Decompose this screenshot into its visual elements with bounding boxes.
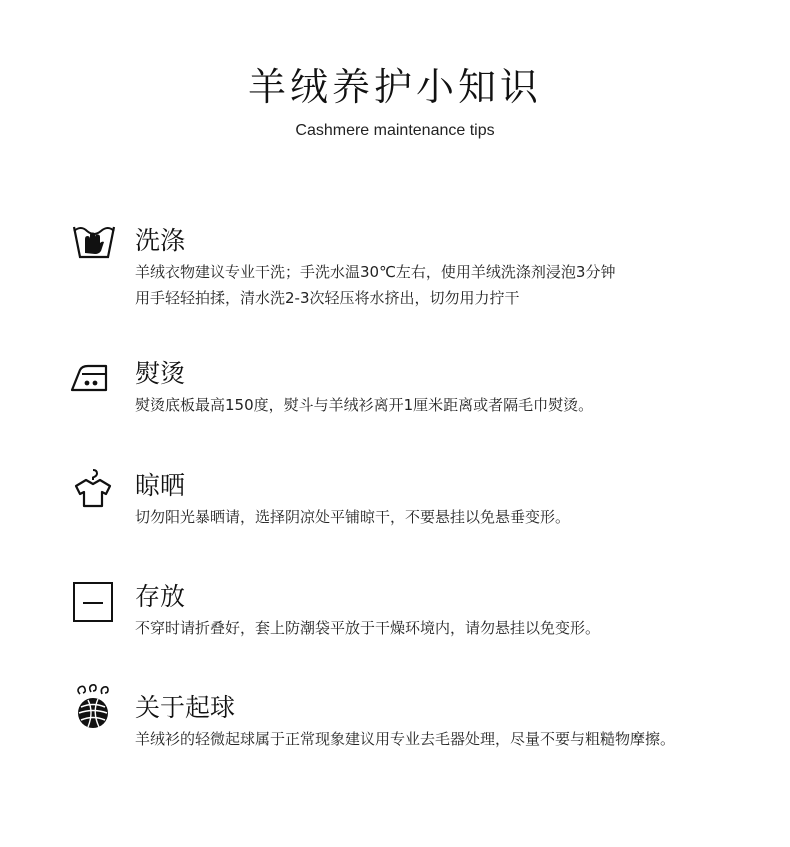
description-line: 用手轻轻拍揉，清水洗2-3次轻压将水挤出，切勿用力拧干 [135,289,520,307]
section-title: 存放 [135,582,186,611]
description-line: 羊绒衣物建议专业干洗；手洗水温30℃左右，使用羊绒洗涤剂浸泡3分钟 [135,263,616,281]
hanging-shirt-icon [68,464,118,514]
section-description [135,392,775,418]
description-line: 羊绒衫的轻微起球属于正常现象建议用专业去毛器处理，尽量不要与粗糙物摩擦。 [135,730,676,748]
page-title: 羊绒养护小知识 [247,65,542,109]
yarn-ball-icon [68,682,118,732]
description-line: 切勿阳光暴晒请，选择阴凉处平铺晾干，不要悬挂以免悬垂变形。 [135,508,571,526]
section-title: 熨烫 [135,359,186,388]
section-title: 关于起球 [135,693,236,722]
description-line: 熨烫底板最高150度，熨斗与羊绒衫离开1厘米距离或者隔毛巾熨烫。 [135,396,594,414]
flat-dry-icon [68,577,118,627]
section-description [135,726,775,752]
section-description [135,259,775,311]
page-subtitle: Cashmere maintenance tips [295,122,495,139]
section-description [135,615,775,641]
section-title: 洗涤 [135,226,186,255]
iron-icon [68,352,118,402]
description-line: 不穿时请折叠好，套上防潮袋平放于干燥环境内，请勿悬挂以免变形。 [135,619,601,637]
hand-wash-icon [68,217,118,267]
section-title: 晾晒 [135,471,186,500]
section-description [135,504,775,530]
